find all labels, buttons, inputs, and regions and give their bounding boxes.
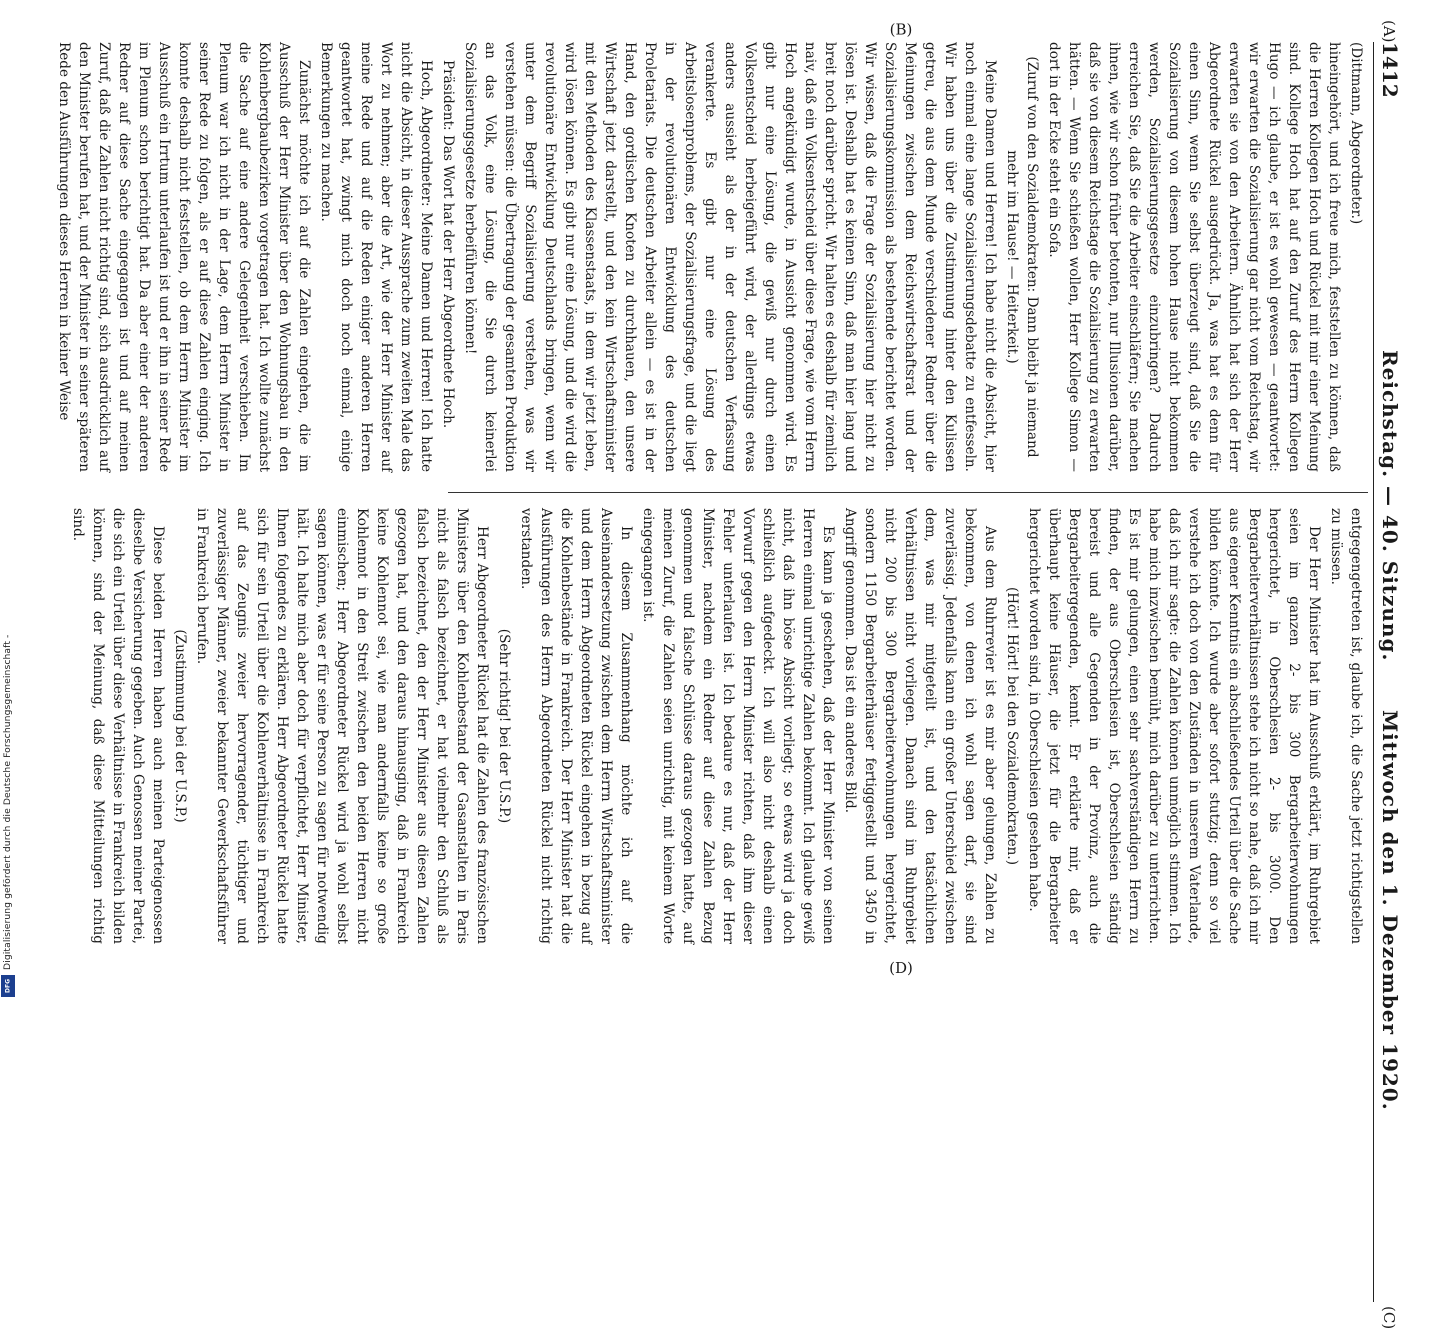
left-column-paragraph: (Dittmann, Abgeordneter.) xyxy=(1348,42,1364,225)
right-column-paragraph: entgegengetreten ist, glaube ich, die Sache jetzt richtigstellen zu müssen. xyxy=(1328,508,1364,944)
dfg-logo: DFG xyxy=(1,975,15,997)
margin-marker-c: (C) xyxy=(1380,1306,1398,1329)
right-column-paragraph: Aus dem Ruhrrevier ist es mir aber gelungen, Zahlen zu bekommen, von denen ich wohl sagen darf, sie sind zuverlässig. Jedenfalls kann ein großer Unterschied zwischen dem, was mir mitgeteilt ist, und den tatsächlichen Verhältnissen nicht vorliegen. Danach sind im Ruhrgebiet nicht 200 bis 300 Bergarbeiterwohnungen hergerichtet, sondern 1150 Bergarbeiterhäuser fertiggestellt und 3450 in Angriff genommen. Das ist ein anderes Bild. xyxy=(842,508,998,944)
margin-marker-a: (A) xyxy=(1380,20,1398,43)
left-column-paragraph: (Zuruf von den Sozialdemokraten: Dann bleibt ja niemand mehr im Hause! — Heiterkeit.) xyxy=(1004,56,1040,458)
right-column-paragraph: Es kann ja geschehen, daß der Herr Minister von seinen Herren einmal unrichtige Zahlen bekommt. Ich glaube gewiß nicht, daß ihn böse Absicht vorliegt; so etwas wird ja doch schließlich aufgedeckt. Ich will also nicht deshalb einen Vorwurf gegen den Herrn Minister richten, daß ihm dieser Fehler unterlaufen ist. Ich bedaure es nur, daß der Herr Minister, nachdem ein Redner auf diese Zahlen Bezug genommen und falsche Schlüsse daraus gezogen hatte, auf meinen Zuruf, die Zahlen seien unrichtig, mit keinem Worte eingegangen ist. xyxy=(640,508,836,944)
margin-marker-d: (D) xyxy=(889,958,913,977)
header-rule xyxy=(1373,42,1374,1302)
right-column-paragraph: (Zustimmung bei der U.S.P.) xyxy=(172,629,188,823)
right-column-paragraph: Der Herr Minister hat im Ausschuß erklärt, im Ruhrgebiet seien im ganzen 2- bis 300 Bergarbeiterwohnungen hergerichtet, in Oberschlesien 2- bis 3000. Den Bergarbeiterverhältnissen stehe ich nicht so nahe, daß ich mir aus eigener Kenntnis ein abschließendes Urteil über die Sache bilden könnte. Ich wurde aber sofort stutzig; denn so viel verstehe ich doch von den Zuständen in unserem Vaterlande, daß ich mir sagte: die Zahlen können unmöglich stimmen. Ich habe mich inzwischen bemüht, mich darüber zu unterrichten. Es ist mir gelungen, einen sehr sachverständigen Herrn zu finden, der aus Oberschlesien ist, Oberschlesien ständig bereist und alle Gegenden in der Provinz, auch die Bergarbeitergegenden, kennt. Er erklärte mir, daß er überhaupt keine Häuser, die jetzt für die Bergarbeiter hergerichtet worden sind, in Oberschlesien gesehen habe. xyxy=(1026,508,1322,944)
page-header xyxy=(1376,20,1404,1329)
left-column-paragraph: Meine Damen und Herren! Ich habe nicht die Absicht, hier noch einmal eine lange Sozialisierungsdebatte zu entfesseln. Wir haben uns über die Zustimmung hinter den Kulissen getreu, die aus dem Munde verschiedener Redner über die Meinungen zwischen dem Reichswirtschaftsrat und der Sozialisierungskommission als bestehende berichtet worden. Wir wissen, daß die Frage der Sozialisierung hier nicht zu lösen ist. Deshalb hat es keinen Sinn, daß man hier lang und breit noch darüber spricht. Wir halten es deshalb für ziemlich naiv, daß ein Volksentscheid über diese Frage, wie vom Herrn Hoch angekündigt wurde, in Aussicht genommen wird. Es gibt nur eine Lösung, die gewiß nur durch einen Volksentscheid herbeigeführt wird, der allerdings etwas anders aussieht als der in der deutschen Verfassung verankerte. Es gibt nur eine Lösung des Arbeitslosenproblems, der Sozialisierungsfrage, und die liegt in der revolutionären Entwicklung des deutschen Proletariats. Die deutschen Arbeiter allein — es ist in der Hand, den gordischen Knoten zu durchhauen, den unsere Wirtschaft jetzt darstellt, und den kein Wirtschaftsminister mit den Methoden des Klassenstaats, in dem wir jetzt leben, wird lösen können. Es gibt nur eine Lösung, und die wird die revolutionäre Entwicklung Deutschlands bringen, wenn wir unter dem Begriff Sozialisierung verstehen, was wir verstehen müssen: die Übertragung der gesamten Produktion an das Volk, eine Lösung, die Sie durch keinerlei Sozialisierungsgesetze herbeiführen können! xyxy=(462,42,998,472)
right-column-paragraph: Herr Abgeordneter Rückel hat die Zahlen des französischen Ministers über den Kohlenbestand der Gasanstalten in Paris nicht als falsch bezeichnet, er hat vielmehr den Schluß als falsch bezeichnet, den der Herr Minister aus diesen Zahlen gezogen hat, und den daraus hinausging, daß in Frankreich keine Kohlennot sei, wie man andernfalls keine so große Kohlennot in den Streit zwischen den beiden Herren nicht einmischen; Herr Abgeordneter Rückel wird ja wohl selbst sagen können, was er für seine Person zu sagen für notwendig hält. Ich halte mich aber doch für verpflichtet, Herr Minister, Ihnen folgendes zu erklären. Herr Abgeordneter Rückel hatte sich für sein Urteil über die Kohlenverhältnisse in Frankreich auf das Zeugnis zweier hervorragender, tüchtiger und zuverlässiger Männer, zweier bekannter Gewerkschaftsführer in Frankreich berufen. xyxy=(194,508,490,944)
left-column xyxy=(52,42,1366,472)
left-column-paragraph: Hoch, Abgeordneter: Meine Damen und Herren! Ich hatte nicht die Absicht, in dieser Aussprache zum zweiten Male das Wort zu nehmen; aber die Art, wie der Herr Minister auf meine Rede und auf die Reden einiger anderen Herren geantwortet hat, zwingt mich doch noch einmal, einige Bemerkungen zu machen. xyxy=(318,42,434,472)
funding-text: Digitalisierung gefördert durch die Deutsche Forschungsgemeinschaft - xyxy=(2,634,13,970)
right-column-paragraph: (Sehr richtig! bei der U.S.P.) xyxy=(496,628,512,824)
left-column-paragraph: Präsident: Das Wort hat der Herr Abgeordnete Hoch. xyxy=(440,60,456,429)
left-column-paragraph: hineingehört, und ich freue mich, feststellen zu können, daß die Herren Kollegen Hoch und Rückel mit mir einer Meinung sind. Kollege Hoch hat auf den Zuruf des Herrn Kollegen Hugo — ich glaube, er ist es wohl gewesen — geantwortet: wir erwarten die Sozialisierung gar nicht vom Reichstag, wir erwarten sie von den Arbeitern. Ähnlich hat sich der Herr Abgeordnete Rückel ausgedrückt. Ja, was hat es denn für einen Sinn, wenn Sie selbst überzeugt sind, daß Sie die Sozialisierung von diesem hohen Hause nicht bekommen werden, Sozialisierungsgesetze einzubringen? Dadurch erreichen Sie, daß Sie die Arbeiter einschläfern; Sie machen ihnen, wie wir schon früher betonten, nur Illusionen darüber, daß sie von diesem Reichstage die Sozialisierung zu erwarten hätten. — Wenn Sie schießen wollen, Herr Kollege Simon — dort in der Ecke steht ein Sofa. xyxy=(1046,42,1342,472)
right-column xyxy=(66,508,1366,944)
left-column-paragraph: Zunächst möchte ich auf die Zahlen eingehen, die im Ausschuß der Herr Minister über den Wohnungsbau in den Kohlenbergbaubezirken vorgetragen hat. Ich wollte zunächst die Sache auf eine andere Gelegenheit verschieben. Im Plenum war ich nicht in der Lage, dem Herrn Minister in seiner Rede zu folgen, als er auf diese Zahlen einging. Ich konnte deshalb nicht feststellen, ob dem Herrn Minister im Ausschuß ein Irrtum unterlaufen ist und er ihn in seiner Rede im Plenum schon berichtigt hat. Da aber einer der anderen Redner auf diese Sache eingegangen ist und auf meinen Zuruf, daß die Zahlen nicht richtig sind, sich ausdrücklich auf den Minister berufen hat, und der Minister in seiner späteren Rede den Ausführungen dieses Herren in keiner Weise xyxy=(56,42,312,472)
page-title: Reichstag. — 40. Sitzung. xyxy=(1378,350,1402,662)
margin-marker-b: (B) xyxy=(889,20,913,39)
document-page xyxy=(56,20,1410,1329)
right-column-paragraph: (Hört! Hört! bei den Sozialdemokraten.) xyxy=(1004,586,1020,866)
right-column-paragraph: Diese beiden Herren haben auch meinen Parteigenossen dieselbe Versicherung gegeben. Auch Genossen meiner Partei, die sich ein Urteil über diese Verhältnisse in Frankreich bilden können, sind der Meinung, daß diese Mitteilungen richtig sind. xyxy=(70,508,166,944)
column-separator xyxy=(448,492,1368,493)
funding-strip xyxy=(0,0,16,1000)
page-number: 1412 xyxy=(1378,42,1402,98)
page-date: Mittwoch den 1. Dezember 1920. xyxy=(1378,710,1402,1111)
right-column-paragraph: In diesem Zusammenhang möchte ich auf die Auseinandersetzung zwischen dem Herrn Wirtschaftsminister und dem Herrn Abgeordneten Rückel eingehen in bezug auf die Kohlenbestände in Frankreich. Der Herr Minister hat die Ausführungen des Herrn Abgeordneten Rückel nicht richtig verstanden. xyxy=(518,508,634,944)
